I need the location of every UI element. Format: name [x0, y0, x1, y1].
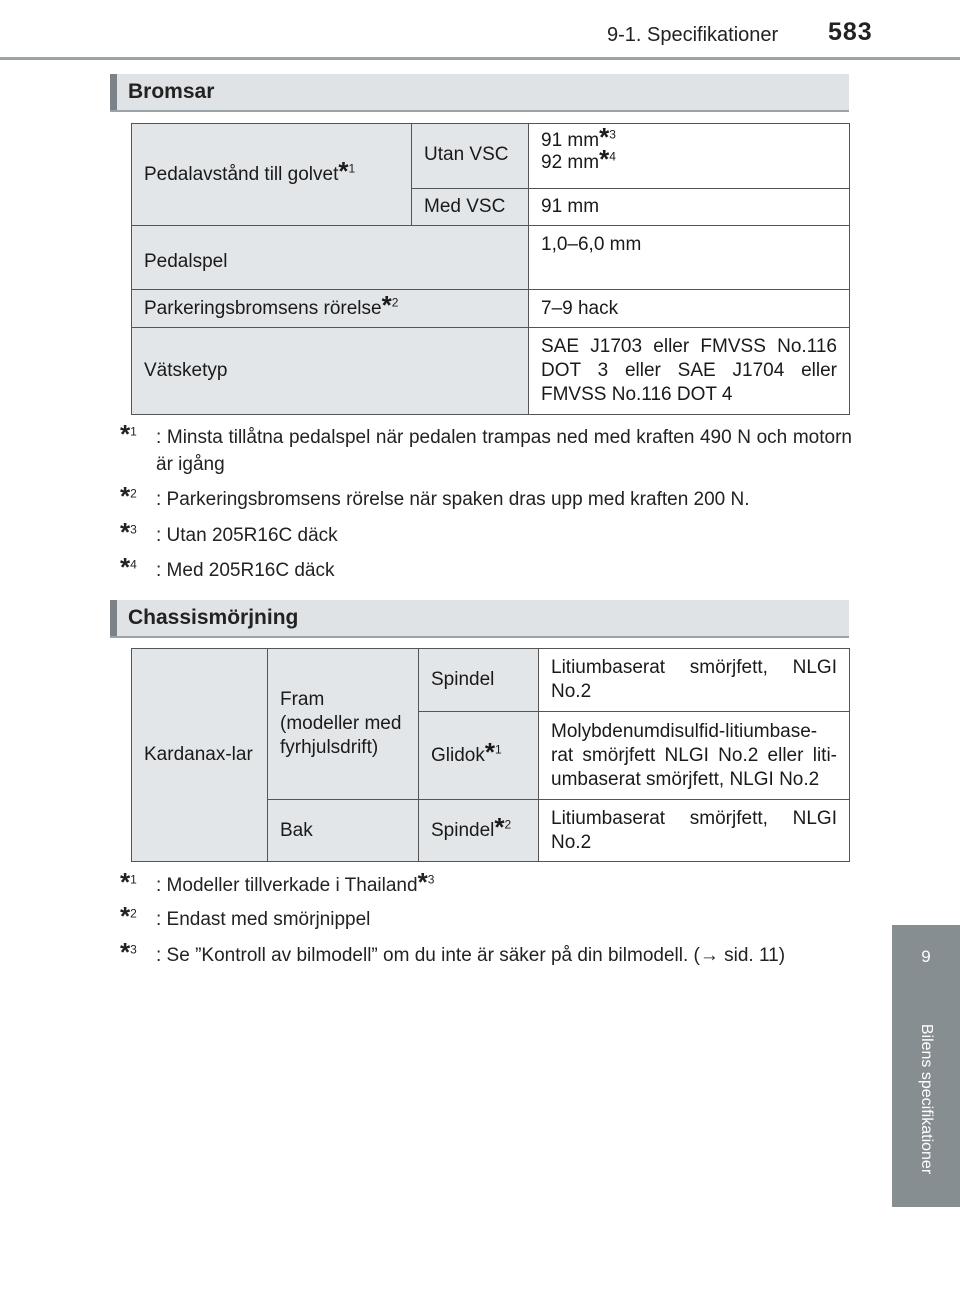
- parking-brake-label: Parkeringsbromsens rörelse*$^2$: [132, 290, 529, 328]
- front-label: Fram (modeller med fyrhjulsdrift): [268, 649, 419, 800]
- front-spider-grease: Litiumbaserat smörjfett, NLGI No.2: [539, 649, 850, 712]
- fluid-type-label: Vätsketyp: [132, 328, 529, 415]
- pedal-play-label: Pedalspel: [132, 226, 529, 290]
- chassis-heading: Chassismörjning: [128, 606, 299, 629]
- page-number: 583: [828, 18, 873, 46]
- pedal-play-value: 1,0–6,0 mm: [529, 226, 850, 290]
- heading-marker: [110, 74, 117, 110]
- chassis-heading-bar: [110, 600, 849, 638]
- brakes-heading-bar: [110, 74, 849, 112]
- chapter-number: 9: [921, 947, 931, 966]
- brakes-heading: Bromsar: [128, 80, 215, 103]
- heading-marker: [110, 600, 117, 636]
- rear-spider-label: Spindel*$^2$: [419, 800, 539, 862]
- with-vsc-label: Med VSC: [412, 189, 529, 226]
- front-spider-label: Spindel: [419, 649, 539, 712]
- brakes-table: [131, 123, 850, 415]
- section-title: 9-1. Specifikationer: [607, 24, 779, 46]
- brakes-footnote: *$^3$ : Utan 205R16C däck: [120, 517, 338, 547]
- chassis-table: [131, 648, 850, 862]
- chassis-footnote: *$^2$ : Endast med smörjnippel: [120, 901, 371, 931]
- rear-spider-grease: Litiumbaserat smörjfett, NLGI No.2: [539, 800, 850, 862]
- propeller-shaft-label: Kardanax-lar: [132, 649, 268, 862]
- slip-yoke-grease: Molybdenumdisulfid-litiumbase-rat smörjfett NLGI No.2 eller liti-umbaserat smörjfett, NLGI No.2: [539, 712, 850, 800]
- slip-yoke-label: Glidok*$^1$: [419, 712, 539, 800]
- brakes-footnote: *$^1$ : Minsta tillåtna pedalspel när pedalen trampas ned med kraften 490 N och motorn är igång: [120, 419, 852, 475]
- brakes-footnote: *$^4$ : Med 205R16C däck: [120, 552, 335, 582]
- parking-brake-value: 7–9 hack: [529, 290, 850, 328]
- fluid-type-value: SAE J1703 eller FMVSS No.116 DOT 3 eller SAE J1704 eller FMVSS No.116 DOT 4: [529, 328, 850, 415]
- header-rule: [0, 57, 960, 60]
- chapter-tab[interactable]: [892, 925, 960, 1207]
- without-vsc-value: 91 mm*$^3$ 92 mm*$^4$: [529, 124, 850, 189]
- pedal-distance-label: Pedalavstånd till golvet*$^1$: [132, 124, 412, 226]
- without-vsc-label: Utan VSC: [412, 124, 529, 189]
- brakes-footnote: *$^2$ : Parkeringsbromsens rörelse när spaken dras upp med kraften 200 N.: [120, 481, 750, 511]
- with-vsc-value: 91 mm: [529, 189, 850, 226]
- rear-label: Bak: [268, 800, 419, 862]
- chassis-footnote: *$^1$ : Modeller tillverkade i Thailand*$^3$: [120, 867, 435, 897]
- chapter-title: Bilens specifikationer: [918, 1023, 935, 1175]
- chassis-footnote: *$^3$ : Se ”Kontroll av bilmodell” om du inte är säker på din bilmodell. (→ sid. 11): [120, 937, 786, 967]
